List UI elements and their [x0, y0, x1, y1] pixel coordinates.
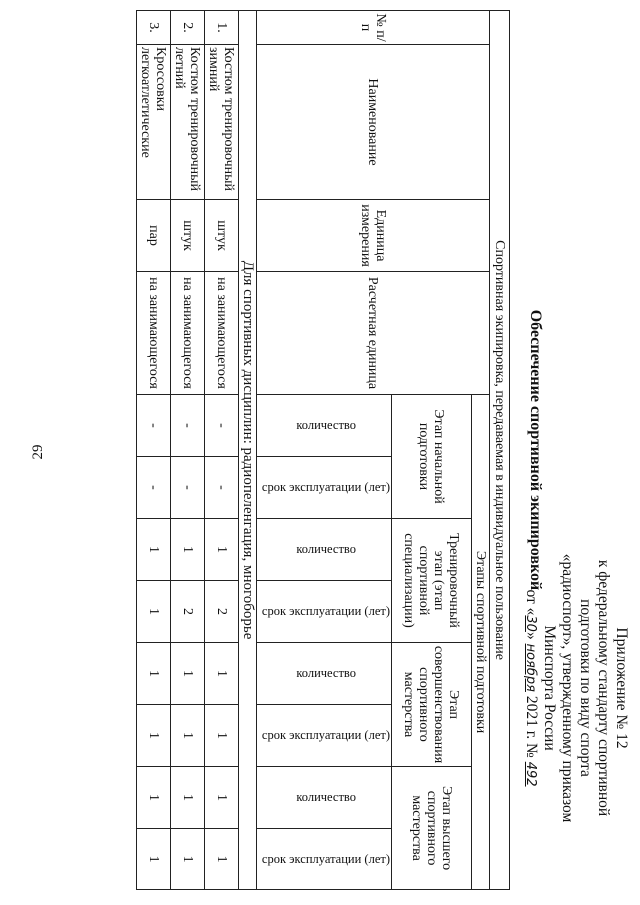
annex-date: от «30» ноября 2021 г. № 492: [523, 589, 540, 787]
term-header: срок эксплуатации (лет): [256, 705, 391, 767]
calc-unit-header: Расчетная единица: [256, 272, 489, 395]
section-row: Для спортивных дисциплин: радиопеленгация, многоборье: [238, 11, 256, 890]
stages-header: Этапы спортивной подготовки: [472, 395, 490, 890]
name-header: Наименование: [256, 45, 489, 200]
rotated-page: [80, 10, 640, 890]
term-header: срок эксплуатации (лет): [256, 457, 391, 519]
page-number: 29: [30, 444, 46, 460]
stage1-header: Этап начальной подготовки: [392, 395, 472, 519]
stage4-header: Этап высшего спортивного мастерства: [392, 767, 472, 890]
term-header: срок эксплуатации (лет): [256, 829, 391, 890]
stage2-header: Тренировочный этап (этап спортивной специализации): [392, 519, 472, 643]
annex-line: Минспорта России: [541, 625, 558, 751]
stage3-header: Этап совершенствования спортивного мастерства: [392, 643, 472, 767]
date-month: ноября: [523, 643, 538, 692]
qty-header: количество: [256, 767, 391, 829]
annex-line: подготовки по виду спорта: [577, 599, 594, 777]
annex-line: «радиоспорт», утвержденному приказом: [559, 553, 576, 823]
table-row: 1. Костюм тренировочный зимний штук на занимающегося - - 1 2 1 1 1 1: [204, 11, 238, 890]
num-header: № п/п: [256, 11, 489, 45]
table-row: 3. Кроссовки легкоатлетические пар на занимающегося - - 1 1 1 1 1 1: [136, 11, 170, 890]
unit-header: Единица измерения: [256, 200, 489, 272]
term-header: срок эксплуатации (лет): [256, 581, 391, 643]
document-title: Обеспечение спортивной экипировкой: [527, 309, 544, 591]
qty-header: количество: [256, 643, 391, 705]
date-number: 492: [523, 761, 538, 787]
annex-line: к федеральному стандарту спортивной: [595, 559, 612, 817]
group-header: Спортивная экипировка, передаваемая в индивидуальное пользование: [490, 11, 510, 890]
date-day: 30: [523, 615, 538, 632]
equipment-table: [136, 10, 510, 890]
qty-header: количество: [256, 395, 391, 457]
qty-header: количество: [256, 519, 391, 581]
annex-line: Приложение № 12: [613, 627, 630, 749]
table-row: 2. Костюм тренировочный летний штук на занимающегося - - 1 2 1 1 1 1: [170, 11, 204, 890]
